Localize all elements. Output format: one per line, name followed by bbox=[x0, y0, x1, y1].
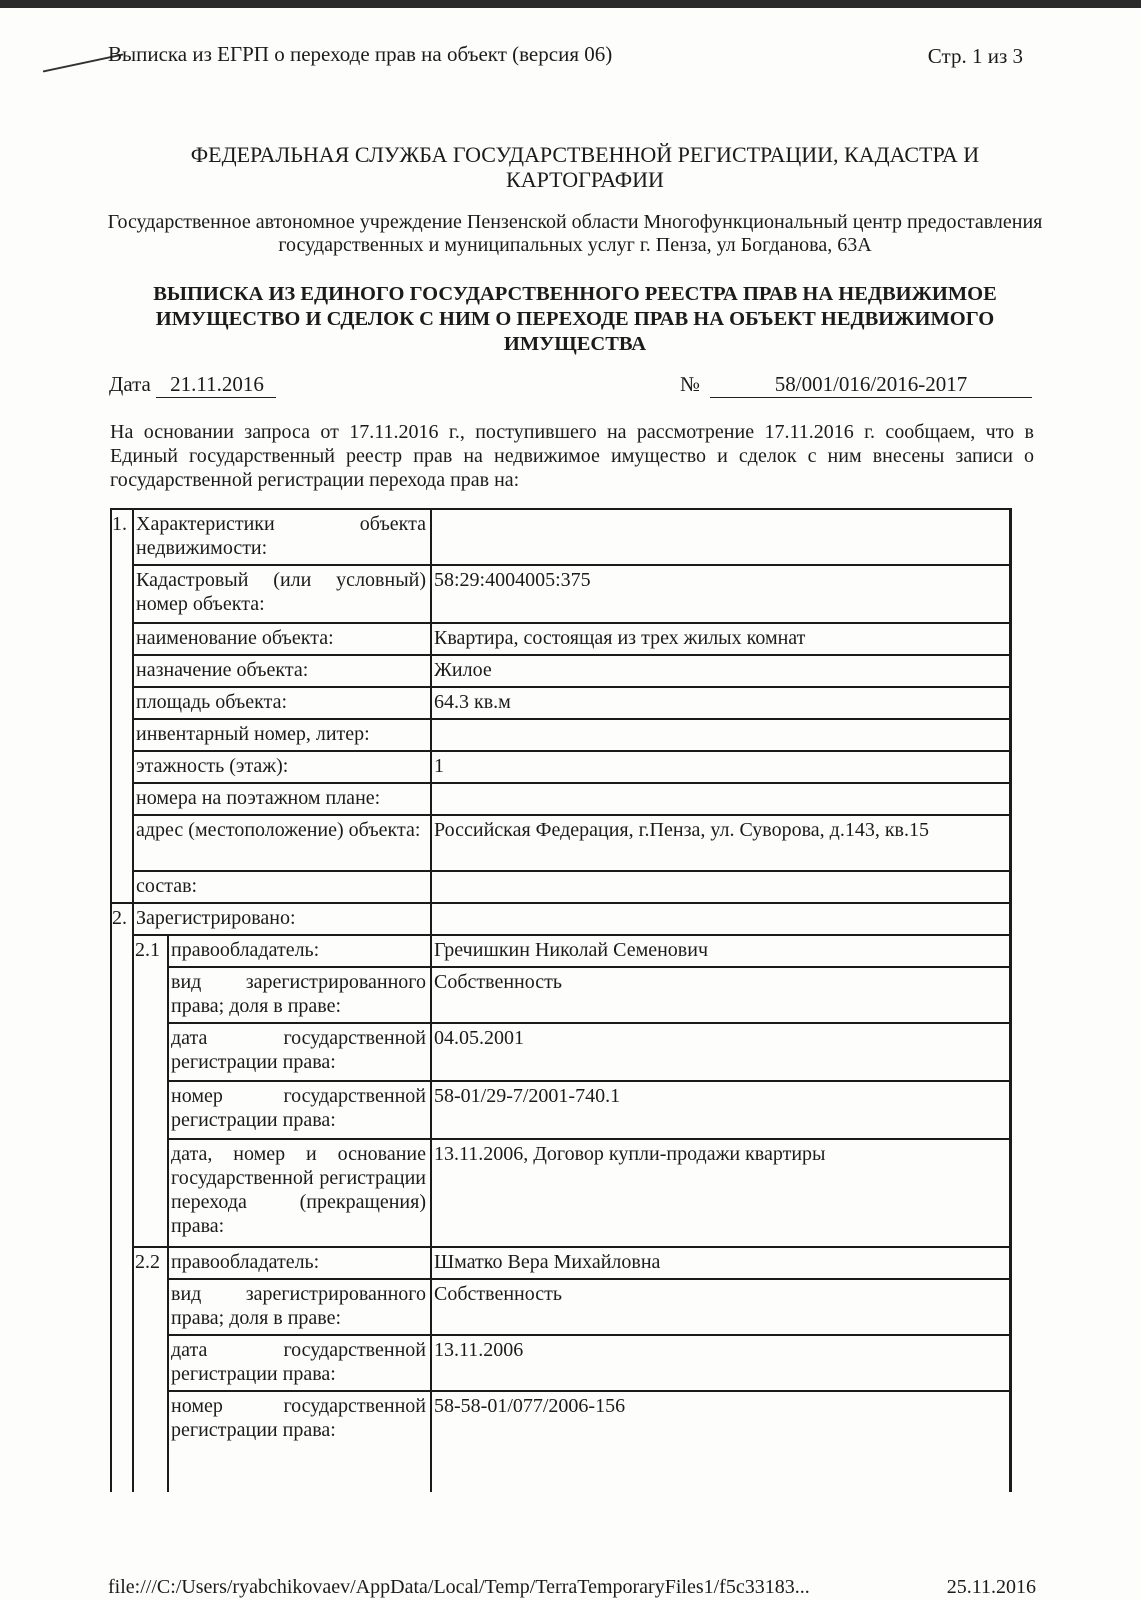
field-label: состав: bbox=[136, 875, 198, 897]
field-value: 04.05.2001 bbox=[434, 1027, 524, 1049]
field-value: Квартира, состоящая из трех жилых комнат bbox=[434, 627, 806, 649]
field-label: Кадастровый (или условный) номер объекта: bbox=[136, 569, 426, 615]
field-value: 1 bbox=[434, 755, 444, 777]
holder-number: 2.1 bbox=[135, 939, 160, 961]
scan-top-edge bbox=[0, 0, 1141, 8]
date-label: Дата bbox=[109, 372, 151, 396]
footer-date: 25.11.2016 bbox=[946, 1576, 1036, 1598]
field-label: инвентарный номер, литер: bbox=[136, 723, 370, 745]
agency-name: ФЕДЕРАЛЬНАЯ СЛУЖБА ГОСУДАРСТВЕННОЙ РЕГИСТРАЦИИ, КАДАСТРА И КАРТОГРАФИИ bbox=[190, 142, 980, 192]
number-value: 58/001/016/2016-2017 bbox=[710, 372, 1032, 398]
section-number: 2. bbox=[112, 907, 127, 929]
field-value: 64.3 кв.м bbox=[434, 691, 511, 713]
intro-paragraph: На основании запроса от 17.11.2016 г., поступившего на рассмотрение 17.11.2016 г. сообщаем, что в Единый государственный реестр прав на недвижимое имущество и сделок с ним внесены записи о государственной регистрации перехода прав на: bbox=[110, 421, 1034, 491]
section1-heading: Характеристики объекта недвижимости: bbox=[136, 513, 426, 559]
holder-label-column-line bbox=[167, 934, 171, 1492]
field-value: 13.11.2006, Договор купли-продажи квартиры bbox=[434, 1143, 826, 1165]
field-label: дата государственной регистрации права: bbox=[171, 1027, 426, 1073]
issuer-office: Государственное автономное учреждение Пензенской области Многофункциональный центр предоставления государственных и муниципальных услуг г. Пенза, ул Богданова, 63А bbox=[107, 211, 1043, 256]
page-number: Стр. 1 из 3 bbox=[927, 44, 1023, 68]
field-label: вид зарегистрированного права; доля в праве: bbox=[171, 1283, 426, 1329]
footer-file-path: file:///C:/Users/ryabchikovaev/AppData/Local/Temp/TerraTemporaryFiles1/f5c33183... bbox=[108, 1576, 810, 1598]
field-label: номер государственной регистрации права: bbox=[171, 1395, 426, 1441]
field-value: 58-01/29-7/2001-740.1 bbox=[434, 1085, 621, 1107]
date-line bbox=[109, 372, 276, 398]
field-label: правообладатель: bbox=[171, 939, 320, 961]
row-divider-hidden bbox=[167, 1496, 1011, 1498]
field-label: номера на поэтажном плане: bbox=[136, 787, 381, 809]
section-number: 1. bbox=[112, 513, 127, 535]
date-value: 21.11.2016 bbox=[156, 372, 276, 398]
field-label: площадь объекта: bbox=[136, 691, 288, 713]
document-title: ВЫПИСКА ИЗ ЕДИНОГО ГОСУДАРСТВЕННОГО РЕЕСТРА ПРАВ НА НЕДВИЖИМОЕ ИМУЩЕСТВО И СДЕЛОК С НИМ О ПЕРЕХОДЕ ПРАВ НА ОБЪЕКТ НЕДВИЖИМОГО ИМУЩЕСТВА bbox=[153, 283, 997, 355]
field-label: назначение объекта: bbox=[136, 659, 309, 681]
table-left-border bbox=[110, 508, 114, 1492]
field-label: дата, номер и основание государственной регистрации перехода (прекращения) права: bbox=[171, 1143, 426, 1237]
field-label: правообладатель: bbox=[171, 1251, 320, 1273]
field-value: Российская Федерация, г.Пенза, ул. Суворова, д.143, кв.15 bbox=[434, 819, 929, 841]
field-value: Гречишкин Николай Семенович bbox=[434, 939, 709, 961]
field-label: этажность (этаж): bbox=[136, 755, 289, 777]
field-value: Собственность bbox=[434, 1283, 562, 1305]
field-label: дата государственной регистрации права: bbox=[171, 1339, 426, 1385]
holder-number: 2.2 bbox=[135, 1251, 160, 1273]
field-label: наименование объекта: bbox=[136, 627, 334, 649]
field-label: вид зарегистрированного права; доля в праве: bbox=[171, 971, 426, 1017]
field-value: Собственность bbox=[434, 971, 562, 993]
section2-heading: Зарегистрировано: bbox=[136, 907, 296, 929]
field-value: 13.11.2006 bbox=[434, 1339, 524, 1361]
field-label: адрес (местоположение) объекта: bbox=[136, 819, 421, 841]
field-value: 58:29:4004005:375 bbox=[434, 569, 591, 591]
field-label: номер государственной регистрации права: bbox=[171, 1085, 426, 1131]
number-line bbox=[680, 372, 1034, 397]
field-value: Шматко Вера Михайловна bbox=[434, 1251, 661, 1273]
field-value: Жилое bbox=[434, 659, 492, 681]
number-label: № bbox=[680, 372, 701, 396]
doc-version: Выписка из ЕГРП о переходе прав на объект (версия 06) bbox=[108, 42, 613, 66]
field-value: 58-58-01/077/2006-156 bbox=[434, 1395, 626, 1417]
